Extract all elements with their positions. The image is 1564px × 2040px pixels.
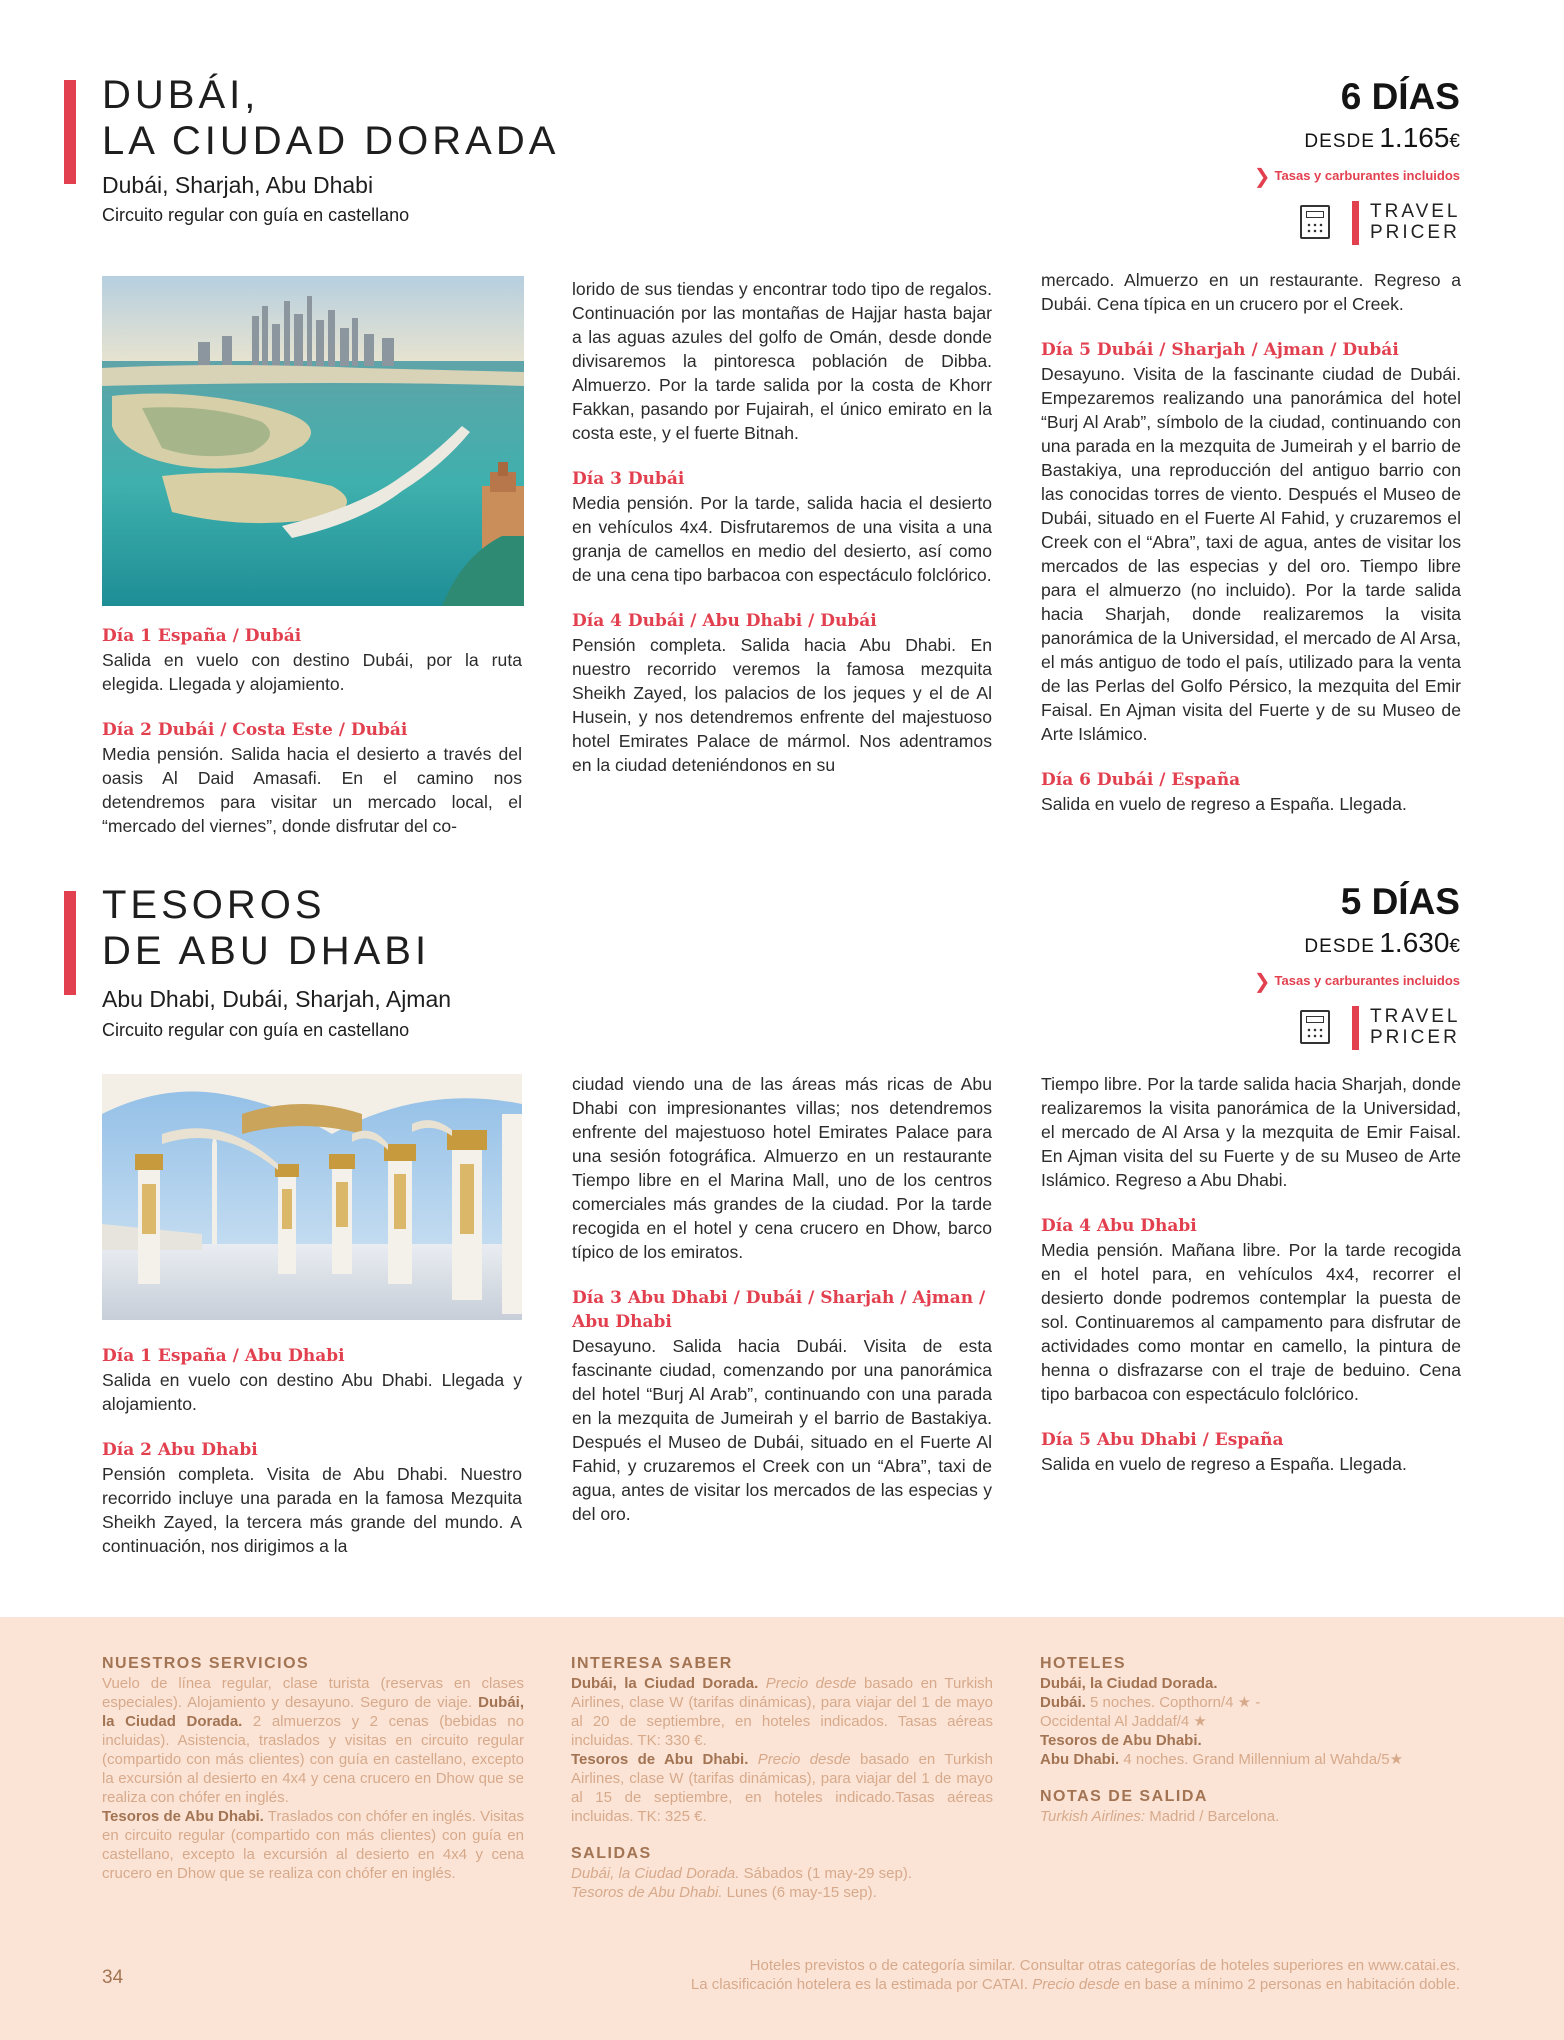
notas-text: [1040, 1807, 1460, 1826]
footer-hoteles: [1040, 1654, 1460, 1826]
continued-text: mercado. Almuerzo en un restaurante. Regreso a Dubái. Cena típica en un crucero por el Creek.: [1041, 270, 1461, 314]
day-text: Salida en vuelo de regreso a España. Llegada.: [1041, 794, 1407, 814]
salidas-tesoros-label: Tesoros de Abu Dhabi.: [571, 1884, 723, 1901]
section1-column-3: [1041, 268, 1461, 816]
section1-currency: €: [1449, 131, 1460, 152]
disclaimer-precio-desde: Precio desde: [1032, 1976, 1120, 1993]
section1-price-value: 1.165: [1379, 122, 1450, 153]
calculator-icon: [1300, 1010, 1330, 1044]
day-heading: Día 4 Abu Dhabi: [1041, 1216, 1197, 1236]
day-heading: Día 1 España / Abu Dhabi: [102, 1346, 345, 1366]
section1-column-1: [102, 624, 522, 838]
section1-travel-pricer-logo: [1300, 201, 1460, 245]
servicios-tesoros-text: Traslados con chófer en inglés. Visitas en circuito regular (compartido con más clientes) con guía en castellano, excepto la excursión al desierto en 4x4 y cena crucero en Dhow que se realiza con chófer en inglés.: [102, 1808, 524, 1882]
servicios-tesoros-label: Tesoros de Abu Dhabi.: [102, 1808, 264, 1825]
section1-column-2: [572, 277, 992, 777]
servicios-dubai-label: Dubái, la Ciudad Dorada.: [102, 1694, 524, 1730]
day-text: Media pensión. Por la tarde, salida hacia el desierto en vehículos 4x4. Disfrutaremos de una visita a una granja de camellos en medio del desierto, así como de una cena tipo barbacoa con espectáculo folclórico.: [572, 493, 992, 585]
day-heading: Día 6 Dubái / España: [1041, 770, 1241, 790]
footer-disclaimer: [560, 1956, 1460, 1994]
hoteles-dubai-city: Dubái.: [1040, 1694, 1086, 1711]
continued-text: Tiempo libre. Por la tarde salida hacia Sharjah, donde realizaremos la visita panorámica de la Universidad, el mercado de Al Arsa y la mezquita de Emir Faisal. En Ajman visita del su Fuerte y de su Museo de Arte Islámico. Regreso a Abu Dhabi.: [1041, 1074, 1461, 1190]
hoteles-tesoros-label: Tesoros de Abu Dhabi.: [1040, 1732, 1202, 1749]
travel-pricer-line2: PRICER: [1370, 1027, 1460, 1048]
salidas-tesoros-text: Lunes (6 may-15 sep).: [726, 1884, 877, 1901]
day-text: Salida en vuelo con destino Abu Dhabi. Llegada y alojamiento.: [102, 1370, 522, 1414]
hoteles-tesoros-title: [1040, 1731, 1460, 1750]
servicios-text-2: [102, 1807, 524, 1883]
section1-desde-label: DESDE: [1304, 131, 1375, 152]
hoteles-dubai-label: Dubái, la Ciudad Dorada.: [1040, 1675, 1218, 1692]
hoteles-dubai-text: 5 noches. Copthorn/4 ★ - Occidental Al Jaddaf/4 ★: [1040, 1694, 1261, 1730]
section2-days: 5 DÍAS: [1340, 881, 1460, 922]
section2-title-line2: DE ABU DHABI: [102, 929, 431, 973]
interesa-heading: INTERESA SABER: [571, 1655, 733, 1672]
hoteles-heading: HOTELES: [1040, 1655, 1127, 1672]
salidas-dubai-text: Sábados (1 may-29 sep).: [743, 1865, 913, 1882]
section1-tasas-link[interactable]: [1254, 164, 1460, 189]
notas-cities: Madrid / Barcelona.: [1149, 1808, 1280, 1825]
hoteles-tesoros: [1040, 1750, 1460, 1769]
salidas-heading: SALIDAS: [571, 1845, 652, 1862]
section2-column-1: [102, 1344, 522, 1558]
disclaimer-line2-b: en base a mínimo 2 personas en habitación doble.: [1123, 1976, 1460, 1993]
section2-column-2: [572, 1072, 992, 1526]
section1-accent-bar: [64, 80, 76, 184]
section2-column-3: [1041, 1072, 1461, 1476]
salidas-line2: [571, 1883, 993, 1902]
footer-interesa: [571, 1654, 993, 1902]
mosque-colonnade-image: [102, 1074, 522, 1320]
section2-title: [102, 882, 430, 974]
continued-text: ciudad viendo una de las áreas más ricas de Abu Dhabi con impresionantes villas; nos detendremos enfrente del majestuoso hotel Emirates Palace para una sesión fotográfica. Almuerzo en un restaurante Tiempo libre en el Marina Mall, uno de los centros comerciales más grandes de la ciudad. Por la tarde recogida en el hotel y cena crucero en Dhow, barco típico de los emiratos.: [572, 1074, 992, 1262]
section2-price-value: 1.630: [1379, 927, 1450, 958]
interesa-dubai-label: Dubái, la Ciudad Dorada.: [571, 1675, 759, 1692]
day-text: Pensión completa. Salida hacia Abu Dhabi. En nuestro recorrido veremos la famosa mezquita Sheikh Zayed, los palacios de los jeques y el de Al Husein, y nos detendremos enfrente del majestuoso hotel Emirates Palace de mármol. Nos adentramos en la ciudad deteniéndonos en su: [572, 635, 992, 775]
day-text: Salida en vuelo con destino Dubái, por la ruta elegida. Llegada y alojamiento.: [102, 650, 522, 694]
day-text: Pensión completa. Visita de Abu Dhabi. Nuestro recorrido incluye una parada en la famosa Mezquita Sheikh Zayed, la tercera más grande del mundo. A continuación, nos dirigimos a la: [102, 1464, 522, 1556]
section1-title: [102, 72, 559, 164]
interesa-tesoros: [571, 1750, 993, 1826]
day-heading: Día 3 Abu Dhabi / Dubái / Sharjah / Ajman / Abu Dhabi: [572, 1288, 986, 1332]
section2-price: [1304, 927, 1460, 959]
calculator-icon: [1300, 205, 1330, 239]
salidas-dubai-label: Dubái, la Ciudad Dorada.: [571, 1865, 740, 1882]
section2-travel-pricer-logo: [1300, 1006, 1460, 1050]
day-heading: Día 1 España / Dubái: [102, 626, 302, 646]
disclaimer-line2-a: La clasificación hotelera es la estimada por CATAI.: [690, 1976, 1029, 1993]
interesa-dubai-precio-desde: Precio desde: [765, 1675, 857, 1692]
section2-subtitle: Abu Dhabi, Dubái, Sharjah, Ajman: [102, 986, 452, 1012]
section2-tasas-link[interactable]: [1254, 969, 1460, 994]
day-text: Desayuno. Salida hacia Dubái. Visita de esta fascinante ciudad, comenzando por una panorámica del hotel “Burj Al Arab”, continuando con una parada en la mezquita de Jumeirah y el barrio de Bastakiya. Después el Museo de Dubái, situado en el Fuerte Al Fahid, y cruzaremos el Creek con un “Abra”, taxi de agua, antes de visitar los mercados de las especias y del oro.: [572, 1336, 992, 1524]
chevron-right-icon: ❯: [1253, 971, 1271, 993]
travel-pricer-line2: PRICER: [1370, 222, 1460, 243]
section1-photo-dubai: [102, 276, 524, 606]
interesa-tesoros-precio-desde: Precio desde: [757, 1751, 851, 1768]
servicios-text: [102, 1674, 524, 1807]
disclaimer-line1: Hoteles previstos o de categoría similar. Consultar otras categorías de hoteles superiores en www.catai.es.: [749, 1957, 1460, 1974]
servicios-intro: Vuelo de línea regular, clase turista (reservas en clases especiales). Alojamiento y desayuno. Seguro de viaje.: [102, 1675, 524, 1711]
day-heading: Día 5 Dubái / Sharjah / Ajman / Dubái: [1041, 340, 1399, 360]
notas-airline: Turkish Airlines:: [1040, 1808, 1146, 1825]
hoteles-tesoros-city: Abu Dhabi.: [1040, 1751, 1120, 1768]
chevron-right-icon: ❯: [1253, 166, 1271, 188]
disclaimer-line2: [560, 1975, 1460, 1994]
interesa-dubai: [571, 1674, 993, 1750]
section1-subtitle: Dubái, Sharjah, Abu Dhabi: [102, 172, 374, 198]
section2-tasas-label: Tasas y carburantes incluidos: [1274, 973, 1460, 988]
dubai-palm-image: [102, 276, 524, 606]
section2-title-line1: TESOROS: [102, 883, 326, 927]
section2-photo-mosque: [102, 1074, 522, 1320]
footer-servicios: [102, 1654, 524, 1883]
day-heading: Día 3 Dubái: [572, 469, 685, 489]
section1-title-line2: LA CIUDAD DORADA: [102, 119, 560, 163]
day-text: Desayuno. Visita de la fascinante ciudad de Dubái. Empezaremos realizando una panorámica del hotel “Burj Al Arab”, símbolo de la ciudad, continuando con una parada en la mezquita de Jumeirah y el barrio de Bastakiya, una reproducción del antiguo barrio con las conocidas torres de viento. Después el Museo de Dubái, situado en el Fuerte Al Fahid, y cruzaremos el Creek con el “Abra”, taxi de agua, antes de visitar los mercados de las especias y del oro. Tiempo libre para el almuerzo (no incluido). Por la tarde salida hacia Sharjah, donde realizaremos la visita panorámica de la Universidad, el mercado de Al Arsa, el más antiguo de todo el país, utilizado para la venta de las Perlas del Golfo Pérsico, la mezquita del Emir Faisal. En Ajman visita del Fuerte y de su Museo de Arte Islámico.: [1041, 364, 1461, 744]
interesa-tesoros-text: basado en Turkish Airlines, clase W (tarifas dinámicas), para viajar del 1 de mayo al 15 de septiembre, en hoteles indicado.Tasas aéreas incluidas. TK: 325 €.: [571, 1751, 994, 1825]
hoteles-dubai: [1040, 1693, 1310, 1731]
notas-heading: NOTAS DE SALIDA: [1040, 1788, 1208, 1805]
hoteles-tesoros-text: 4 noches. Grand Millennium al Wahda/5★: [1123, 1751, 1404, 1768]
section2-desde-label: DESDE: [1304, 936, 1375, 957]
interesa-dubai-text: basado en Turkish Airlines, clase W (tarifas dinámicas), para viajar del 1 de mayo al 20 de septiembre, en hoteles indicados. Tasas aéreas incluidas. TK: 330 €.: [571, 1675, 994, 1749]
travel-pricer-line1: TRAVEL: [1370, 1006, 1461, 1027]
section2-currency: €: [1449, 936, 1460, 957]
section1-tasas-label: Tasas y carburantes incluidos: [1274, 168, 1460, 183]
salidas-line1: [571, 1864, 993, 1883]
section2-circuit-note: Circuito regular con guía en castellano: [102, 1020, 410, 1040]
section1-circuit-note: Circuito regular con guía en castellano: [102, 205, 410, 225]
section2-accent-bar: [64, 891, 76, 995]
page-number: 34: [102, 1967, 124, 1988]
day-heading: Día 2 Dubái / Costa Este / Dubái: [102, 720, 408, 740]
day-text: Salida en vuelo de regreso a España. Llegada.: [1041, 1454, 1407, 1474]
section1-days: 6 DÍAS: [1340, 76, 1460, 117]
hoteles-dubai-title: [1040, 1674, 1460, 1693]
servicios-heading: NUESTROS SERVICIOS: [102, 1655, 310, 1672]
section1-title-line1: DUBÁI,: [102, 73, 260, 117]
continued-text: lorido de sus tiendas y encontrar todo tipo de regalos. Continuación por las montañas de Hajjar hasta bajar a las aguas azules del golfo de Omán, desde donde divisaremos la pintoresca población de Dibba. Almuerzo. Por la tarde salida por la costa de Khorr Fakkan, pasando por Fujairah, el único emirato en la costa este, y el fuerte Bitnah.: [572, 279, 992, 443]
day-heading: Día 4 Dubái / Abu Dhabi / Dubái: [572, 611, 877, 631]
servicios-dubai-text: 2 almuerzos y 2 cenas (bebidas no incluidas). Asistencia, traslados y visitas en circuito regular (compartido con más clientes) con guía en castellano, excepto la excursión al desierto en 4x4 y cena crucero en Dhow que se realiza con chófer en inglés.: [102, 1713, 524, 1806]
day-heading: Día 2 Abu Dhabi: [102, 1440, 258, 1460]
travel-pricer-line1: TRAVEL: [1370, 201, 1461, 222]
day-text: Media pensión. Mañana libre. Por la tarde recogida en el hotel para, en vehículos 4x4, recorrer el desierto donde podremos contemplar la puesta de sol. Continuaremos al campamento para disfrutar de actividades como montar en camello, la pintura de henna o disfrazarse con el traje de beduino. Cena tipo barbacoa con espectáculo folclórico.: [1041, 1240, 1461, 1404]
section1-price: [1304, 122, 1460, 154]
day-heading: Día 5 Abu Dhabi / España: [1041, 1430, 1284, 1450]
interesa-tesoros-label: Tesoros de Abu Dhabi.: [571, 1751, 749, 1768]
day-text: Media pensión. Salida hacia el desierto a través del oasis Al Daid Amasafi. En el camino nos detendremos para visitar un mercado local, el “mercado del viernes”, donde disfrutar del co-: [102, 744, 522, 836]
